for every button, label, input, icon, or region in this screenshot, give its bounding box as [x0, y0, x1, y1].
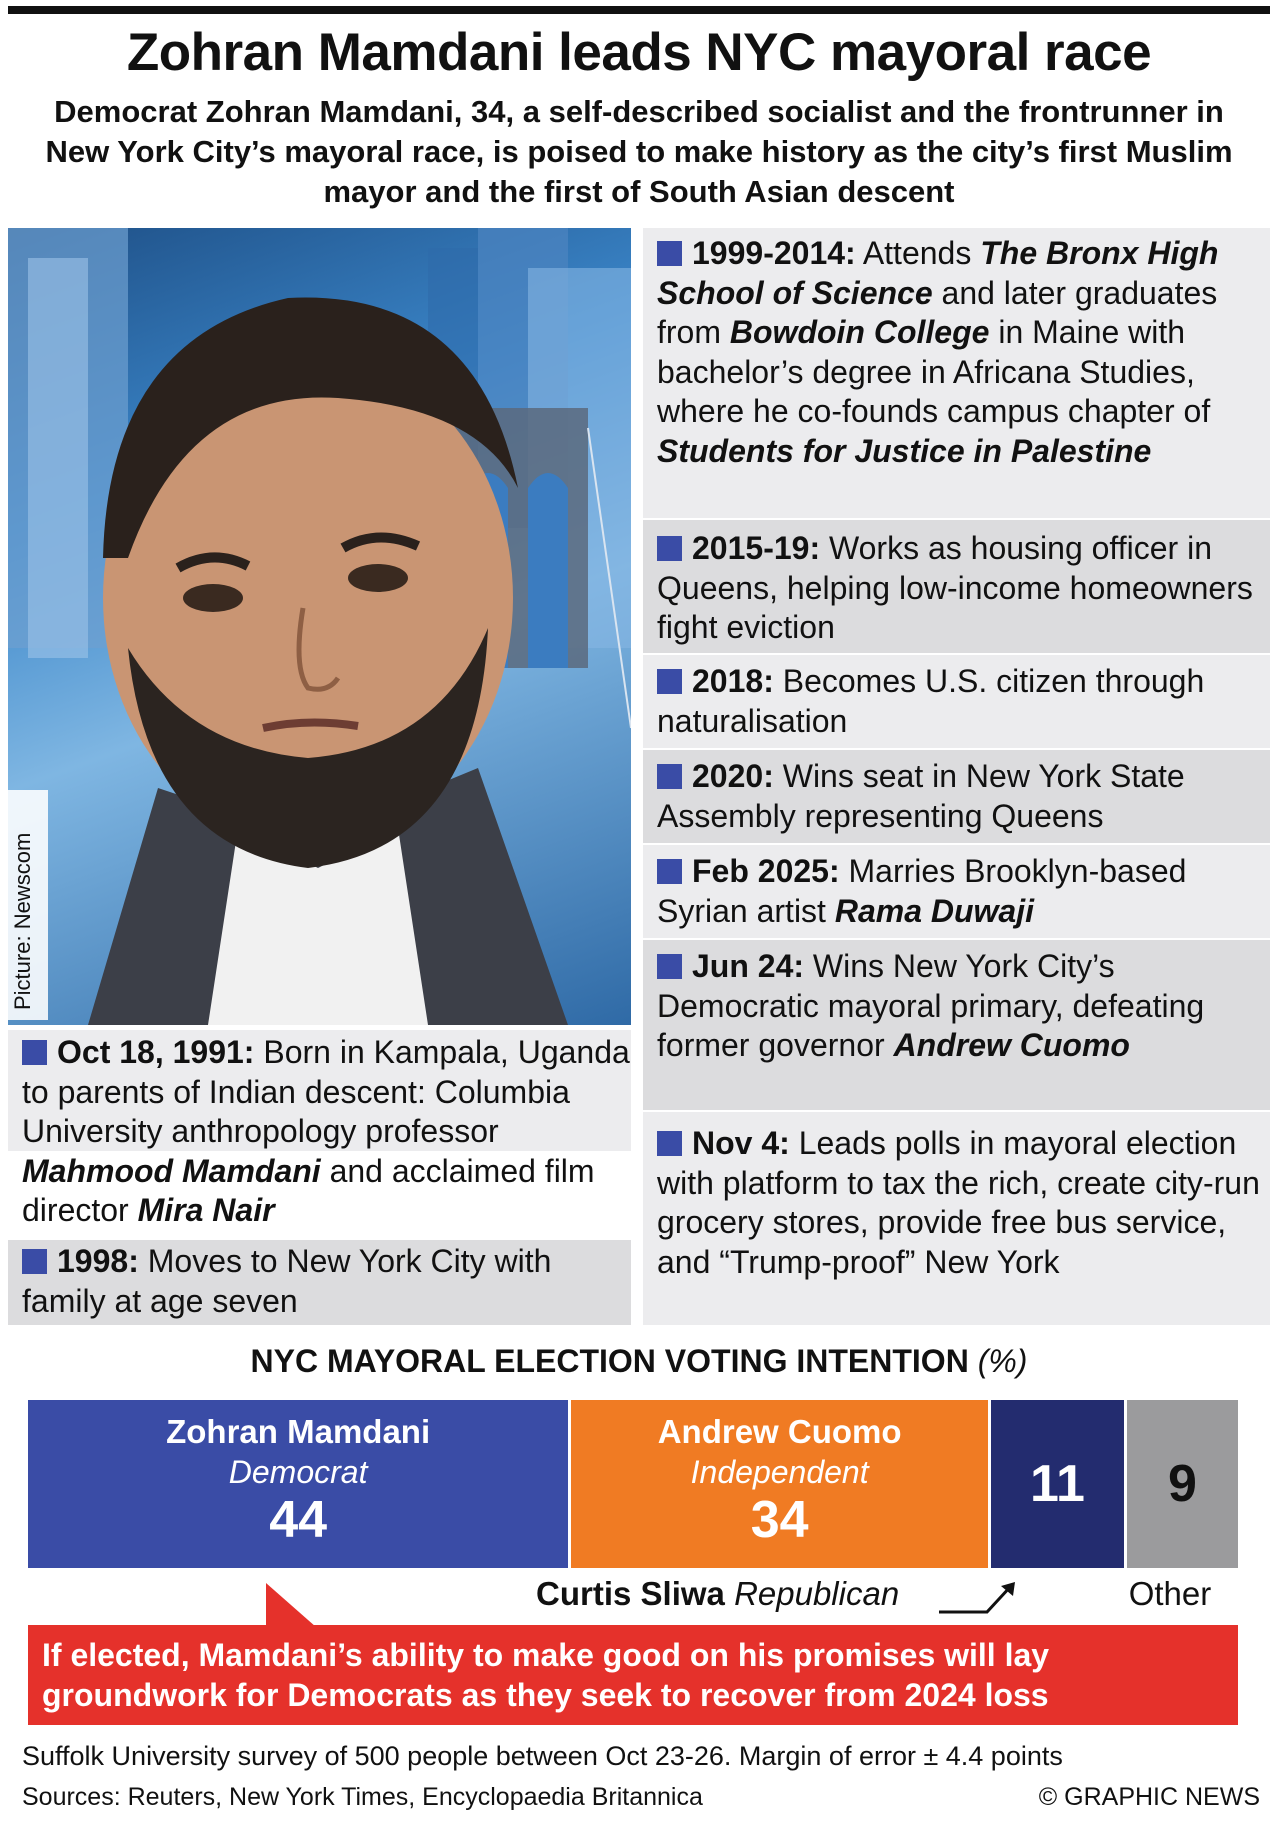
- photo-credit: Picture: Newscom: [10, 832, 35, 1010]
- timeline-item-1998: [8, 1240, 631, 1325]
- sources: Sources: Reuters, New York Times, Encyclopaedia Britannica: [22, 1783, 703, 1811]
- timeline-text: Attends: [855, 235, 981, 271]
- bar-cuomo: [571, 1400, 988, 1568]
- bar-candidate-name: Zohran Mamdani: [166, 1413, 431, 1450]
- timeline-text: Wins New York City’s Democratic mayoral primary, defeating former governor: [657, 948, 1205, 1063]
- timeline-item-1991: [8, 1030, 631, 1228]
- sliwa-label: [536, 1575, 899, 1613]
- bullet-square-icon: [657, 764, 682, 789]
- timeline-item-2018: [643, 655, 1270, 748]
- bar-value: 44: [269, 1491, 328, 1549]
- bullet-square-icon: [657, 669, 682, 694]
- bar-party: Independent: [690, 1454, 869, 1490]
- bar-value: 34: [750, 1491, 809, 1549]
- chart-title: [0, 1343, 1278, 1380]
- timeline-name: Mira Nair: [137, 1192, 275, 1228]
- timeline-text: Leads polls in mayoral election with platform to tax the rich, create city-run grocery stores, provide free bus service, and “Trump-proof” New York: [657, 1125, 1260, 1280]
- bar-value: 11: [1029, 1455, 1085, 1513]
- bullet-square-icon: [22, 1249, 47, 1274]
- sliwa-name: Curtis Sliwa: [536, 1575, 725, 1612]
- bar-candidate-name: Andrew Cuomo: [657, 1413, 902, 1450]
- timeline-date: 2015-19:: [692, 530, 821, 566]
- bullet-square-icon: [657, 241, 682, 266]
- timeline-item-2025: [643, 845, 1270, 938]
- timeline-date: 1999-2014:: [692, 235, 856, 271]
- arrow-up-right-icon: [935, 1578, 1020, 1618]
- page-title: Zohran Mamdani leads NYC mayoral race: [126, 23, 1152, 82]
- timeline-name: The Bronx High School of Science: [657, 235, 1219, 311]
- bullet-square-icon: [22, 1040, 47, 1065]
- timeline-item-jun24: [643, 940, 1270, 1110]
- bar-mamdani: [28, 1400, 568, 1568]
- bullet-square-icon: [657, 536, 682, 561]
- portrait-photo: [8, 228, 631, 1025]
- timeline-date: 2020:: [692, 758, 774, 794]
- top-rule: [8, 6, 1270, 14]
- bullet-square-icon: [657, 859, 682, 884]
- timeline-item-2020: [643, 750, 1270, 843]
- timeline-name: Mahmood Mamdani: [22, 1152, 321, 1189]
- bar-value: 9: [1167, 1455, 1197, 1513]
- bullet-square-icon: [657, 954, 682, 979]
- timeline-item-1999: [643, 228, 1270, 518]
- timeline-name: Students for Justice in Palestine: [657, 432, 1152, 469]
- timeline-text: Moves to New York City with family at age seven: [22, 1243, 552, 1319]
- timeline-name: Andrew Cuomo: [893, 1027, 1130, 1063]
- timeline-item-nov4: [643, 1112, 1270, 1325]
- timeline-text: Works as housing officer in Queens, helping low-income homeowners fight eviction: [657, 530, 1253, 645]
- timeline-item-2015: [643, 520, 1270, 653]
- survey-footnote: Suffolk University survey of 500 people between Oct 23-26. Margin of error ± 4.4 points: [22, 1741, 1063, 1771]
- other-label: Other: [1128, 1575, 1212, 1612]
- timeline-date: Oct 18, 1991:: [57, 1034, 255, 1070]
- bar-party: Democrat: [228, 1454, 368, 1490]
- chart-unit: (%): [977, 1343, 1028, 1379]
- sliwa-party: Republican: [734, 1575, 900, 1612]
- timeline-date: Jun 24:: [692, 948, 805, 984]
- timeline-name: Bowdoin College: [729, 314, 990, 350]
- bullet-square-icon: [657, 1131, 682, 1156]
- page-subtitle: Democrat Zohran Mamdani, 34, a self-described socialist and the frontrunner in New York City’s mayoral race, is poised to make history as the city’s first Muslim mayor and the first of South Asian descent: [45, 94, 1233, 209]
- callout-pointer: [266, 1583, 326, 1627]
- bar-other: [1127, 1400, 1238, 1568]
- bar-sliwa: [991, 1400, 1124, 1568]
- chart-title-text: NYC MAYORAL ELECTION VOTING INTENTION: [250, 1343, 969, 1379]
- timeline-date: 1998:: [57, 1243, 139, 1279]
- timeline-name: Rama Duwaji: [834, 892, 1034, 929]
- copyright: © GRAPHIC NEWS: [1038, 1783, 1260, 1811]
- portrait-illustration: [8, 228, 631, 1025]
- timeline-text: and later graduates from: [657, 274, 1218, 350]
- timeline-date: Feb 2025:: [692, 853, 840, 889]
- callout-box: If elected, Mamdani’s ability to make good on his promises will lay groundwork for Democrats as they seek to recover from 2024 loss: [28, 1625, 1238, 1725]
- timeline-text: Marries Brooklyn-based Syrian artist: [657, 853, 1187, 929]
- timeline-text: in Maine with bachelor’s degree in Africana Studies, where he co-founds campus chapter of: [657, 314, 1211, 429]
- timeline-text: Becomes U.S. citizen through naturalisation: [657, 663, 1205, 739]
- timeline-date: Nov 4:: [692, 1125, 790, 1161]
- timeline-text: Born in Kampala, Uganda to parents of Indian descent: Columbia University anthropology professor: [22, 1034, 630, 1149]
- timeline-text: Wins seat in New York State Assembly representing Queens: [657, 758, 1185, 834]
- timeline-date: 2018:: [692, 663, 774, 699]
- timeline-text: and acclaimed film director: [22, 1152, 595, 1228]
